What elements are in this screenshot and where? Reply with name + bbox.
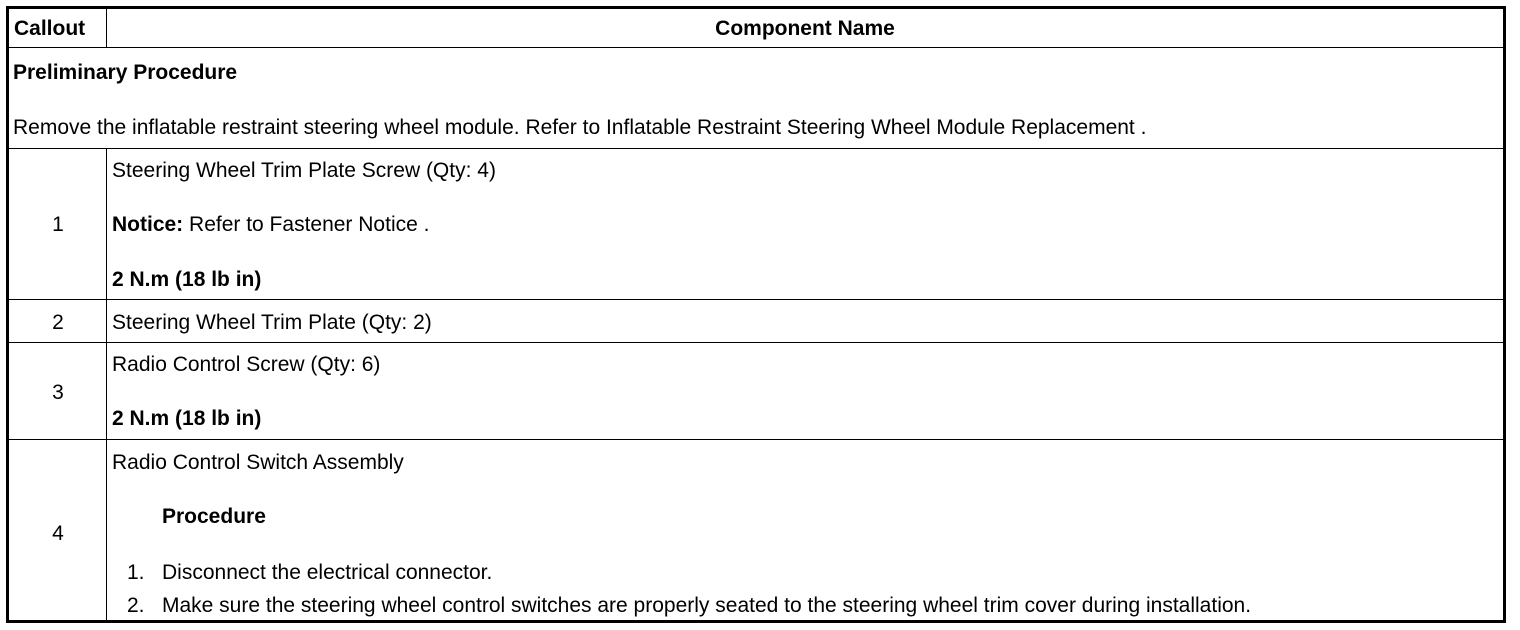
component-name-2: Steering Wheel Trim Plate (Qty: 2)	[112, 311, 432, 334]
step-text-2: Make sure the steering wheel control switches are properly seated to the steering wheel trim cover during installation.	[162, 594, 1252, 617]
preliminary-text: Remove the inflatable restraint steering wheel module. Refer to Inflatable Restraint Steering Wheel Module Replacement .	[13, 116, 1147, 139]
notice-line	[112, 213, 429, 237]
row-1-divider	[9, 299, 1503, 300]
preliminary-title: Preliminary Procedure	[13, 61, 238, 84]
header-callout: Callout	[14, 17, 86, 40]
procedure-title: Procedure	[162, 505, 266, 528]
callout-4: 4	[52, 522, 64, 545]
step-text-1: Disconnect the electrical connector.	[162, 561, 493, 584]
component-name-4: Radio Control Switch Assembly	[112, 451, 404, 474]
component-table	[6, 6, 1506, 623]
preliminary-divider	[9, 148, 1503, 149]
callout-1: 1	[52, 213, 64, 236]
header-component-name: Component Name	[715, 17, 895, 40]
step-number-1: 1.	[127, 561, 145, 584]
component-name-1: Steering Wheel Trim Plate Screw (Qty: 4)	[112, 159, 496, 182]
callout-2: 2	[52, 311, 64, 334]
header-divider	[9, 47, 1503, 48]
step-number-2: 2.	[127, 594, 145, 617]
callout-3: 3	[52, 381, 64, 404]
torque-3: 2 N.m (18 lb in)	[112, 407, 262, 430]
row-2-divider	[9, 342, 1503, 343]
notice-text: Refer to Fastener Notice .	[183, 213, 430, 236]
torque-1: 2 N.m (18 lb in)	[112, 268, 262, 291]
component-name-3: Radio Control Screw (Qty: 6)	[112, 353, 381, 376]
row-3-divider	[9, 439, 1503, 440]
notice-label: Notice:	[112, 213, 184, 236]
